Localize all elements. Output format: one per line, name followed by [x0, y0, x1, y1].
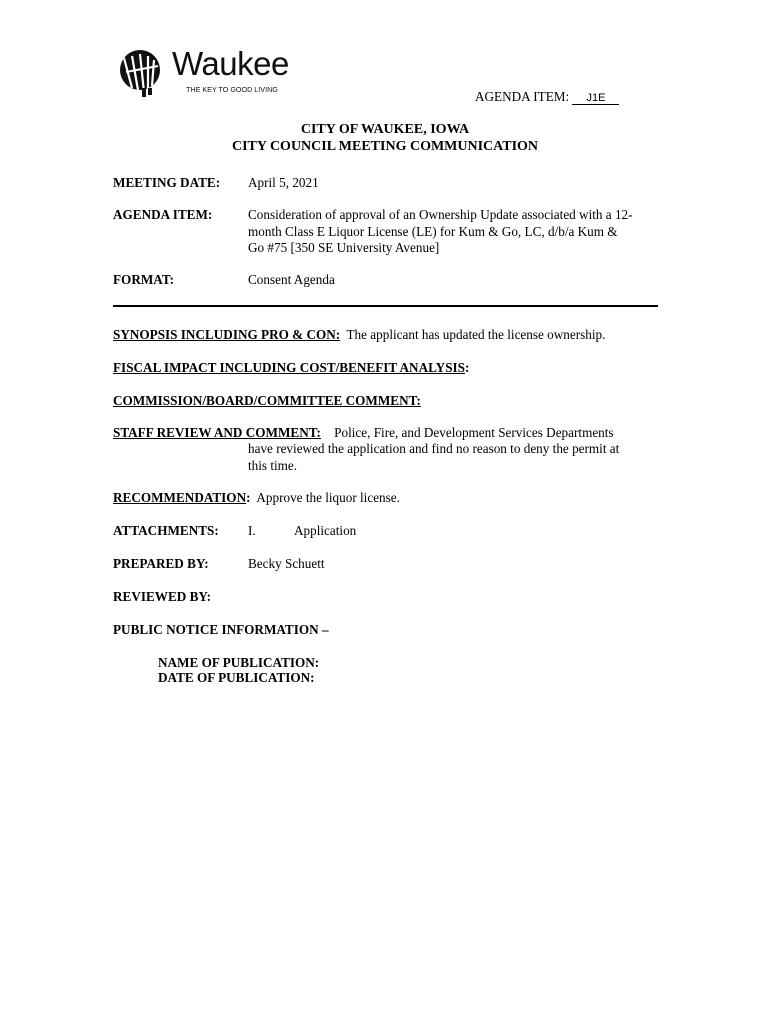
agenda-ref-value: J1E [572, 92, 619, 105]
synopsis-section [113, 327, 605, 343]
attachments-number: I. [248, 523, 256, 538]
agenda-item-description [248, 207, 633, 257]
document-title-communication: CITY COUNCIL MEETING COMMUNICATION [231, 139, 539, 154]
staff-review-heading: STAFF REVIEW AND COMMENT: [113, 425, 321, 440]
fiscal-impact-colon: : [465, 360, 470, 375]
staff-review-continuation [248, 441, 619, 474]
prepared-by-value: Becky Schuett [248, 556, 325, 571]
waukee-logo [118, 45, 289, 100]
meeting-date-label: MEETING DATE: [113, 175, 221, 190]
fiscal-impact-heading: FISCAL IMPACT INCLUDING COST/BENEFIT ANALYSIS [113, 360, 466, 375]
section-divider [113, 305, 658, 307]
commission-heading: COMMISSION/BOARD/COMMITTEE COMMENT: [113, 393, 421, 408]
staff-review-section [113, 425, 614, 441]
logo-tagline: THE KEY TO GOOD LIVING [186, 85, 278, 94]
agenda-item-line: Go #75 [350 SE University Avenue] [248, 240, 440, 255]
public-notice-label: PUBLIC NOTICE INFORMATION – [113, 622, 329, 637]
waukee-key-icon [118, 48, 164, 98]
agenda-item-label: AGENDA ITEM: [113, 207, 213, 222]
commission-section [113, 393, 421, 409]
staff-review-line: Police, Fire, and Development Services Departments [334, 425, 614, 440]
logo-wordmark: Waukee [172, 45, 289, 82]
synopsis-heading: SYNOPSIS INCLUDING PRO & CON: [113, 327, 341, 342]
staff-review-line: have reviewed the application and find no reason to deny the permit at [248, 441, 620, 456]
recommendation-colon: : [246, 490, 251, 505]
staff-review-line: this time. [248, 457, 298, 473]
reviewed-by-label: REVIEWED BY: [113, 589, 212, 604]
recommendation-section [113, 490, 400, 506]
attachments-label: ATTACHMENTS: [113, 523, 219, 538]
attachment-item: Application [294, 523, 357, 538]
recommendation-text: Approve the liquor license. [256, 490, 400, 505]
format-value: Consent Agenda [248, 272, 335, 287]
publication-date-label: DATE OF PUBLICATION: [158, 670, 315, 685]
agenda-item-line: month Class E Liquor License (LE) for Kum & Go, LC, d/b/a Kum & [248, 223, 618, 239]
meeting-date-value: April 5, 2021 [248, 175, 319, 190]
agenda-item-reference [475, 89, 619, 105]
recommendation-heading: RECOMMENDATION [113, 490, 247, 505]
agenda-item-line: Consideration of approval of an Ownership Update associated with a 12- [248, 207, 633, 222]
synopsis-text: The applicant has updated the license ownership. [346, 327, 606, 342]
agenda-ref-label: AGENDA ITEM: [475, 89, 570, 104]
fiscal-impact-section [113, 360, 469, 376]
prepared-by-label: PREPARED BY: [113, 556, 209, 571]
format-label: FORMAT: [113, 272, 175, 287]
document-title-city: CITY OF WAUKEE, IOWA [300, 122, 470, 137]
publication-name-label: NAME OF PUBLICATION: [158, 655, 320, 670]
